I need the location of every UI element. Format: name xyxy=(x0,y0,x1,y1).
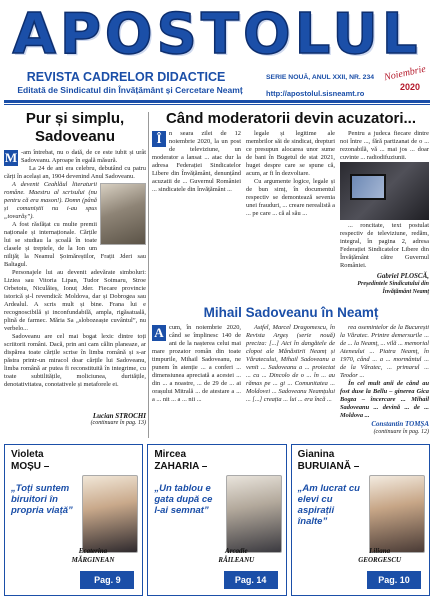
paragraph: n seara zilei de 12 noiembrie 2020, la un post de televiziune, un moderator a lansat ... atac dur la adresa Federației Sindicatelor Libere din Învățământ, denunțând acuzatii de ... Guvernul României ... sindicatele din învățământ ... xyxy=(152,130,241,193)
magazine-logo xyxy=(6,2,428,68)
portrait-photo xyxy=(100,183,146,245)
article-column-3 xyxy=(340,324,429,440)
article-signature: Gabriel PLOSCĂ, xyxy=(376,272,429,280)
paragraph: Astfel, Marcel Dragomescu, în Revista Argeș (serie nouă) preciza: [...] Aici în dangătele de clopot ale Mănăstirii Neamț și Văratecului, Mihail Sadoveanu a venit ... Sadoveanu a ... proiectat ... cu ... Dincolo de o ... în ... au rămas pe ... gi ... Comunitatea ... Moldovei ... Sadoveanu Neamțului ... [...] creația ... lui ... era încă ... xyxy=(246,324,335,403)
website-link[interactable]: http://apostolul.sisneamt.ro xyxy=(266,89,365,98)
interview-teasers xyxy=(4,444,430,596)
dropcap: M xyxy=(4,150,18,165)
page-reference-button[interactable]: Pag. 10 xyxy=(367,571,421,589)
page-reference-button[interactable]: Pag. 14 xyxy=(224,571,278,589)
issue-year: 2020 xyxy=(399,82,421,92)
article-moderators xyxy=(152,110,430,304)
author-first-name: Liliana xyxy=(369,547,391,555)
author-last-name: RĂILEANU xyxy=(218,556,255,564)
article-title-sadoveanu-neamt: Mihail Sadoveanu în Neamț xyxy=(203,305,379,320)
article-column-1 xyxy=(152,130,241,296)
article-column-1 xyxy=(152,324,241,440)
continuation-note: (continuare în pag. 13) xyxy=(90,420,146,426)
paragraph: -am întrebat, nu o dată, de ce este iubit și urât Sadoveanu. Aproape în egală măsură. xyxy=(21,149,146,164)
interviewee-first-name: Gianina xyxy=(297,449,335,460)
teaser-author xyxy=(45,547,141,565)
article-column-3 xyxy=(340,130,429,296)
teaser-quote: „Toți suntem biruitori în propria viață” xyxy=(11,483,73,516)
article-columns xyxy=(152,130,430,296)
dropcap: A xyxy=(152,325,166,341)
magazine-publisher: Editată de Sindicatul din Învățământ și Cercetare Neamț xyxy=(17,85,243,95)
magazine-title: APOSTOLUL xyxy=(12,2,422,67)
paragraph: Cu argumente logice, legale și de bun simț, în documentul respectiv se demontează sevenia unei frauduri, ... creare nerealistă a ... pe care ... că al său ... xyxy=(246,178,335,217)
teaser-box-mosu[interactable] xyxy=(4,444,143,596)
teaser-author xyxy=(188,547,284,565)
masthead xyxy=(0,0,434,112)
paragraph: Sadoveanu are cel mai bogat lexic dintre toți scriitorii români. Dacă, prin ani cam călin planeaze, ar dispărea toate cărțile scrise în limba română și s-ar păstra printr-un miracol doar cărțile lui Sadoveanu, limba română ar putea fi reconstituită în integrime, cu toate subtilitățile, moliciunea, duritățile, denotativitatea, conotativele și metaforele ei. xyxy=(4,333,146,388)
teaser-quote: „Am lucrat cu elevi cu aspirații înalte” xyxy=(297,483,360,527)
article-column-2 xyxy=(246,324,335,440)
paragraph: A devenit Ceahlăul literaturii române. Maestru al scrisului (nu pentru că era mason!). Domn (până și comuniștii nu i-au spus „tovarăș”). xyxy=(4,181,97,220)
signature-role: Președintele Sindicatului din Învățământ Neamț xyxy=(357,281,429,295)
interviewee-photo xyxy=(226,475,282,553)
magazine-subtitle: REVISTA CADRELOR DIDACTICE xyxy=(26,70,226,84)
paragraph: Personajele lui au devenit adevărate simboluri: Liziea sau Vitoria Lipan, Tudor Soimaru, Stroe Orbetoiu, Niculăieș, Ionuț Jder. Fiecare provincie istorică și-l revendică: Moldova, dar și Dobrogea sau Ardealul. A scris mult și bine. Frana lui e recognoscibilă și inconfundabilă, ampla, rigăsatuală, plină de farmec. Măria Sa „slobozeaște cuvântul”, nu verbelo... xyxy=(4,269,146,332)
author-first-name: Ecaterina xyxy=(78,547,108,555)
left-article-footer xyxy=(4,412,146,426)
interviewee-photo xyxy=(369,475,425,553)
article-sadoveanu-neamt xyxy=(152,324,430,440)
teaser-box-buruiana[interactable] xyxy=(291,444,430,596)
article-title: Pur și simplu, Sadoveanu xyxy=(25,110,125,145)
article-title: Când moderatorii devin acuzatori... xyxy=(165,110,417,127)
paragraph: cum, în noiembrie 2020, când se împlinesc 140 de ani de la nașterea celui mai mare prozator român din toate timpurile, Mihail Sadoveanu, ne punem în atenție ... a conferi ... dimensiunea apreciată a acestei ... din ... a noastre, ... de 29 de ... ai orașului Mitrală ... de atestare a ... a ... nit ... a ... nii ... xyxy=(152,324,241,403)
teaser-quote: „Un tablou e gata după ce l-ai semnat” xyxy=(154,483,213,516)
interviewee-first-name: Violeta xyxy=(11,449,44,460)
article-signature: Lucian STROCHI xyxy=(92,412,146,420)
interviewee-last-name: MOȘU – xyxy=(11,461,50,472)
author-last-name: MĂRGINEAN xyxy=(71,556,115,564)
paragraph: ... roncitate, text postulat respectiv de televiziune, redăm, integral, în pagina 2, adresa Federației Sindicatelor Libere din Învățământ către Guvernul României. xyxy=(340,222,429,269)
article-body xyxy=(4,149,146,389)
paragraph: În cel mult anii de când au fost duse la Bellu – ginerea Gica Bogza – încercare ... Mihail Sadoveanu ... devină ... de ... Moldova ... xyxy=(340,380,429,419)
interviewee-last-name: BURUIANĂ – xyxy=(297,461,360,472)
paragraph: Pentru a judeca fiecare dintre noi între ..., fără partizanat de o ... rezonabilă, vă ... mai jos ... doar cuvinte ... radiodifuziunii. xyxy=(340,130,429,161)
issue-month: Noiembrie xyxy=(383,63,427,84)
masthead-rule xyxy=(4,100,430,103)
continuation-note: (continuare în pag. 12) xyxy=(373,429,429,435)
television-photo xyxy=(340,162,429,220)
page-reference-button[interactable]: Pag. 9 xyxy=(80,571,134,589)
author-last-name: GEORGESCU xyxy=(358,556,402,564)
article-sadoveanu-editorial xyxy=(4,110,146,440)
paragraph: A fost răsfățat cu multe premii naționale și internaționale. Cărțile lui se studiau la școală în toate clasele și treptele, de la Ion um nilijăț la Neamul Șoimăreștilor, Frații Jderi sau Baltagul. xyxy=(4,221,146,268)
paragraph: La 24 de ani era celebru, debutând cu patru cărți în același an, 1904 devenind Anul Sadoveanu. xyxy=(4,165,146,180)
interviewee-last-name: ZAHARIA – xyxy=(154,461,208,472)
masthead-rule-thin xyxy=(4,104,430,105)
paragraph: legale și legitime ale membrilor săi de sindicat, drepturi ce presupun alocarea unor sume de bani în Bugetul de stat 2021, huget despre care se spune că, acum, ar fi în dezvoltare. xyxy=(246,130,335,177)
article-signature: Constantin TOMȘA xyxy=(371,420,429,428)
paragraph: rea osemintelor de la București la Văratec. Printre demersurile ... de ... la Neamț, ... vilă ... memorial Ateneului ... Piatra Neamț, în 1970, când ... a ... mormântul ... de la Văratec, ... primarul ... Teodor ... xyxy=(340,324,429,379)
interviewee-photo xyxy=(82,475,138,553)
article-column-2 xyxy=(246,130,335,296)
teaser-author xyxy=(332,547,428,565)
teaser-box-zaharia[interactable] xyxy=(147,444,286,596)
column-divider xyxy=(148,112,149,438)
dropcap: Î xyxy=(152,131,166,147)
interviewee-first-name: Mircea xyxy=(154,449,187,460)
author-first-name: Arcadie xyxy=(225,547,248,555)
issue-series: SERIE NOUĂ, ANUL XXII, NR. 234 xyxy=(266,74,375,81)
